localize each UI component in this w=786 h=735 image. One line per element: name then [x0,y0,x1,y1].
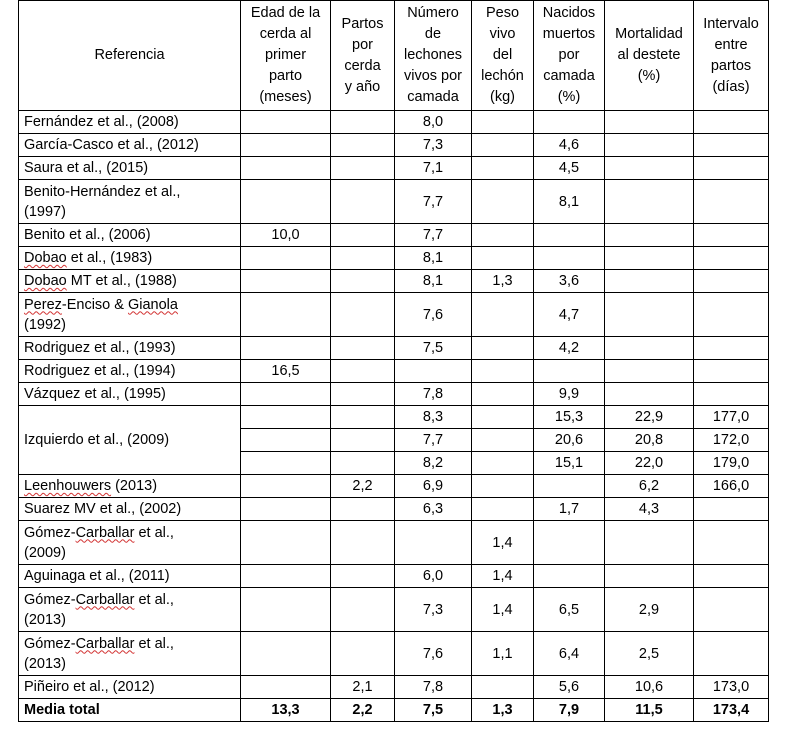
reference-cell [19,498,241,521]
reference-cell [19,293,241,337]
value-cell: 6,4 [534,632,605,676]
value-cell [605,565,694,588]
value-cell: 8,1 [395,270,472,293]
value-cell [472,157,534,180]
value-cell [694,134,769,157]
header-line: cerda [344,57,381,74]
reference-cell [19,134,241,157]
value-cell [534,475,605,498]
reference-text: Suarez MV et al., (2002) [24,501,182,517]
table-row [19,632,769,676]
header-line: al destete [617,47,681,63]
value-cell [472,406,534,429]
value-cell [472,429,534,452]
reference-text: Rodriguez et al., (1993) [24,340,176,356]
reference-text: Benito-Hernández et al., [24,183,181,200]
value-cell [694,360,769,383]
header-line: (%) [557,89,581,105]
value-cell [694,270,769,293]
value-cell [241,452,331,475]
value-cell [331,224,395,247]
value-cell [472,383,534,406]
value-cell [395,521,472,565]
header-line: del [492,47,513,63]
reference-text: (1997) [24,203,66,220]
header-line: por [352,36,373,53]
table-row [19,157,769,180]
reference-text: (2013) [24,655,66,672]
value-cell [241,383,331,406]
value-cell [694,293,769,337]
value-cell [605,180,694,224]
table-row [19,383,769,406]
value-cell: 7,1 [395,157,472,180]
value-cell [534,224,605,247]
table-row [19,180,769,224]
value-cell [331,521,395,565]
header-line: (días) [712,78,750,95]
value-cell: 7,7 [395,429,472,452]
header-line: Intervalo [703,15,759,32]
value-cell [472,180,534,224]
table-row [19,111,769,134]
header-cell [331,1,395,111]
spellcheck-mark: Carballar [75,591,135,608]
reference-cell [19,588,241,632]
header-line: Partos [341,15,384,32]
reference-cell [19,111,241,134]
reference-cell [19,224,241,247]
total-value-cell: 11,5 [605,699,694,722]
value-cell [472,111,534,134]
value-cell: 7,8 [395,383,472,406]
value-cell [534,360,605,383]
reference-cell [19,157,241,180]
table-container [18,0,769,722]
value-cell [694,632,769,676]
value-cell: 4,7 [534,293,605,337]
value-cell [605,224,694,247]
header-line: Nacidos [542,5,596,21]
table-row [19,360,769,383]
value-cell [331,134,395,157]
reference-cell [19,337,241,360]
value-cell: 22,9 [605,406,694,429]
spellcheck-mark: Carballar [75,524,135,541]
value-cell: 15,1 [534,452,605,475]
value-cell: 7,7 [395,180,472,224]
header-cell [395,1,472,111]
value-cell [241,134,331,157]
value-cell [331,383,395,406]
value-cell: 20,6 [534,429,605,452]
table-row [19,676,769,699]
value-cell [331,111,395,134]
table-row [19,247,769,270]
value-cell [241,588,331,632]
value-cell [331,247,395,270]
header-line: por [558,47,580,63]
header-line: parto [268,68,303,84]
value-cell: 22,0 [605,452,694,475]
value-cell: 173,0 [694,676,769,699]
reference-text: Aguinaga et al., (2011) [24,568,170,584]
value-cell [694,224,769,247]
reference-text: Vázquez et al., (1995) [24,386,166,402]
value-cell [241,565,331,588]
value-cell [331,498,395,521]
value-cell: 7,3 [395,134,472,157]
value-cell [331,157,395,180]
total-value-cell: 2,2 [331,699,395,722]
value-cell: 10,0 [241,224,331,247]
table-row [19,134,769,157]
reference-cell [19,180,241,224]
header-line: partos [710,57,752,74]
reference-cell [19,270,241,293]
reference-cell [19,360,241,383]
header-cell [241,1,331,111]
value-cell [331,293,395,337]
value-cell: 2,2 [331,475,395,498]
value-cell: 3,6 [534,270,605,293]
reference-text: Perez-Enciso & Gianola [24,296,178,313]
value-cell [241,406,331,429]
value-cell [605,111,694,134]
header-row [19,1,769,111]
spellcheck-mark: Leenhouwers [24,478,112,494]
value-cell [472,134,534,157]
value-cell [694,180,769,224]
value-cell: 7,7 [395,224,472,247]
value-cell: 4,3 [605,498,694,521]
value-cell [331,588,395,632]
value-cell [241,337,331,360]
value-cell [694,521,769,565]
value-cell: 1,3 [472,270,534,293]
total-value-cell: 13,3 [241,699,331,722]
header-cell [534,1,605,111]
value-cell: 9,9 [534,383,605,406]
header-cell [694,1,769,111]
value-cell: 179,0 [694,452,769,475]
value-cell: 1,7 [534,498,605,521]
header-line: de [424,26,442,42]
header-cell [605,1,694,111]
value-cell [241,111,331,134]
value-cell [694,498,769,521]
value-cell [241,157,331,180]
reference-text: Piñeiro et al., (2012) [24,679,155,695]
value-cell: 2,1 [331,676,395,699]
value-cell: 5,6 [534,676,605,699]
header-line: entre [714,36,748,53]
value-cell [694,157,769,180]
value-cell: 4,2 [534,337,605,360]
value-cell [534,521,605,565]
value-cell: 8,0 [395,111,472,134]
header-line: lechón [481,68,524,84]
value-cell: 2,5 [605,632,694,676]
value-cell: 1,4 [472,565,534,588]
value-cell: 15,3 [534,406,605,429]
header-line: Número [407,5,459,21]
table-body [19,111,769,722]
value-cell [605,134,694,157]
value-cell: 6,0 [395,565,472,588]
reference-text: Dobao et al., (1983) [24,250,153,266]
value-cell [694,247,769,270]
value-cell [241,632,331,676]
total-value-cell: 7,5 [395,699,472,722]
value-cell [241,270,331,293]
reference-cell [19,632,241,676]
value-cell: 1,4 [472,521,534,565]
reference-cell [19,565,241,588]
header-line: Referencia [94,47,165,63]
value-cell [331,270,395,293]
value-cell [472,452,534,475]
total-value-cell: 1,3 [472,699,534,722]
value-cell [241,521,331,565]
table-row [19,293,769,337]
header-line: Peso [485,5,520,21]
value-cell [605,521,694,565]
spellcheck-mark: Dobao [24,250,67,266]
value-cell [605,270,694,293]
spellcheck-mark: Perez [24,296,62,313]
value-cell [694,383,769,406]
value-cell [605,337,694,360]
reference-cell [19,247,241,270]
value-cell [241,475,331,498]
value-cell [241,498,331,521]
value-cell: 20,8 [605,429,694,452]
header-line: y año [344,78,381,95]
value-cell: 8,3 [395,406,472,429]
header-line: (%) [637,68,661,84]
reference-text: (2009) [24,544,66,561]
total-value-cell: 7,9 [534,699,605,722]
value-cell [331,452,395,475]
spellcheck-mark: Dobao [24,273,67,289]
table-row [19,565,769,588]
value-cell [694,337,769,360]
value-cell: 10,6 [605,676,694,699]
value-cell: 7,5 [395,337,472,360]
header-line: Edad de la [250,5,321,21]
reference-text: Gómez-Carballar et al., [24,635,174,652]
value-cell [605,157,694,180]
table-row [19,224,769,247]
reference-cell [19,475,241,498]
table-row [19,337,769,360]
value-cell [331,406,395,429]
reference-text: (1992) [24,316,66,333]
value-cell [241,676,331,699]
table-row [19,588,769,632]
table-row [19,521,769,565]
table-row [19,498,769,521]
reference-text: García-Casco et al., (2012) [24,137,199,153]
value-cell [605,247,694,270]
header-line: vivos por [403,68,463,84]
table-row [19,475,769,498]
value-cell: 2,9 [605,588,694,632]
value-cell: 6,3 [395,498,472,521]
value-cell [694,588,769,632]
reference-text: Gómez-Carballar et al., [24,524,174,541]
reference-text: Gómez-Carballar et al., [24,591,174,608]
value-cell [472,293,534,337]
value-cell [472,676,534,699]
reference-cell [19,383,241,406]
table-row [19,270,769,293]
value-cell: 16,5 [241,360,331,383]
value-cell [472,498,534,521]
value-cell [331,565,395,588]
reference-text: Benito et al., (2006) [24,227,151,243]
value-cell [605,293,694,337]
total-value-cell: 173,4 [694,699,769,722]
total-label: Media total [19,699,241,722]
value-cell: 7,6 [395,632,472,676]
reference-text: Fernández et al., (2008) [24,114,179,130]
header-line: cerda al [259,26,312,42]
value-cell: 4,5 [534,157,605,180]
value-cell [472,337,534,360]
data-table [18,0,769,722]
value-cell [241,429,331,452]
value-cell: 166,0 [694,475,769,498]
value-cell: 6,9 [395,475,472,498]
value-cell [241,180,331,224]
reference-text: Saura et al., (2015) [24,160,149,176]
reference-text: Dobao MT et al., (1988) [24,273,177,289]
value-cell [472,475,534,498]
value-cell: 7,8 [395,676,472,699]
value-cell [472,360,534,383]
spellcheck-mark: Gianola [127,296,178,313]
reference-cell [19,521,241,565]
value-cell: 8,2 [395,452,472,475]
value-cell: 7,3 [395,588,472,632]
value-cell [241,247,331,270]
reference-text: Leenhouwers (2013) [24,478,158,494]
value-cell: 8,1 [534,180,605,224]
value-cell: 177,0 [694,406,769,429]
reference-text: Rodriguez et al., (1994) [24,363,176,379]
spellcheck-mark: Carballar [75,635,135,652]
table-row [19,406,769,429]
value-cell: 7,6 [395,293,472,337]
value-cell [694,111,769,134]
header-line: Mortalidad [615,26,683,42]
value-cell [605,360,694,383]
header-line: (meses) [259,89,312,105]
value-cell: 172,0 [694,429,769,452]
value-cell [331,360,395,383]
value-cell [534,565,605,588]
header-line: (kg) [490,89,515,105]
header-cell [472,1,534,111]
value-cell [331,632,395,676]
reference-cell [19,676,241,699]
header-cell [19,1,241,111]
value-cell [472,247,534,270]
header-line: primer [264,47,307,63]
value-cell: 8,1 [395,247,472,270]
total-row [19,699,769,722]
header-line: lechones [403,47,463,63]
value-cell: 6,5 [534,588,605,632]
value-cell [534,111,605,134]
value-cell [395,360,472,383]
value-cell [605,383,694,406]
header-line: camada [407,89,459,105]
reference-cell: Izquierdo et al., (2009) [19,406,241,475]
value-cell [241,293,331,337]
value-cell: 1,4 [472,588,534,632]
value-cell [472,224,534,247]
value-cell [331,429,395,452]
header-line: camada [543,68,595,84]
header-line: muertos [542,26,596,42]
value-cell [331,337,395,360]
value-cell: 6,2 [605,475,694,498]
reference-text: (2013) [24,611,66,628]
value-cell: 4,6 [534,134,605,157]
value-cell: 1,1 [472,632,534,676]
value-cell [331,180,395,224]
header-line: vivo [489,26,516,42]
value-cell [534,247,605,270]
value-cell [694,565,769,588]
